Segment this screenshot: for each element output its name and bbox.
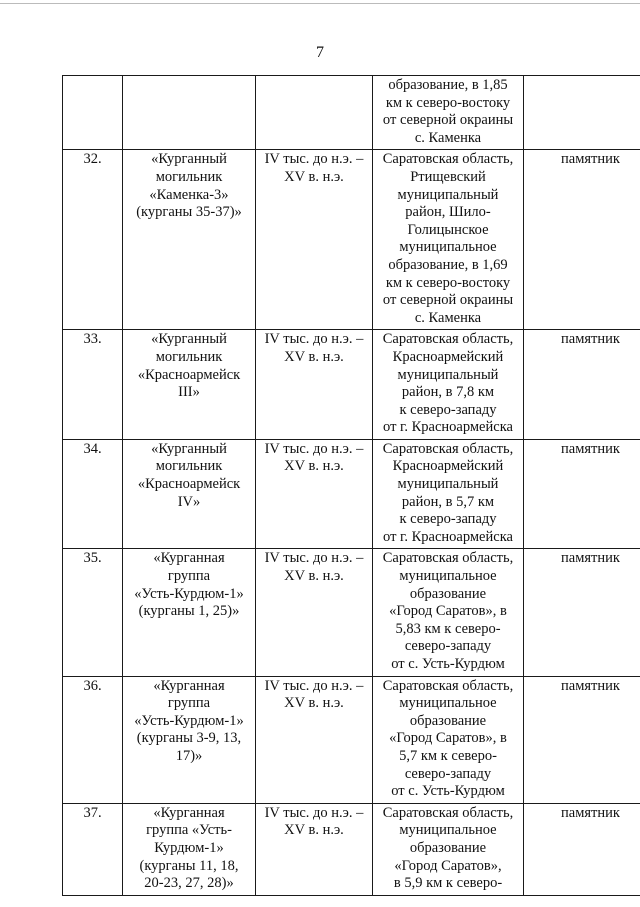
cell-number: 36. [63,676,123,803]
table-row [63,439,640,549]
cell-dating [256,76,373,150]
name-line: могильник [155,348,223,365]
name-line: (курганы 3-9, 13, [136,730,242,747]
location-line: образование [409,712,487,729]
location-line: 5,7 км к северо- [399,747,497,764]
name-line: «Курганный [151,440,227,457]
cell-dating [256,439,373,549]
name-line: (курганы 1, 25)» [138,603,240,620]
name-line: «Каменка-3» [149,186,229,203]
scan-top-edge [0,3,640,4]
name-line: «Красноармейск [137,476,241,493]
location-line: от с. Усть-Курдюм [391,656,505,672]
location-line: от г. Красноармейска [383,528,513,545]
location-line: образование [409,585,487,602]
location-line: км к северо-востоку [385,94,511,111]
cell-number: 35. [63,549,123,676]
dating-line: XV в. н.э. [284,348,344,365]
location-line: Саратовская область, [382,440,514,457]
location-line: к северо-западу [399,401,497,418]
dating-line: XV в. н.э. [284,458,344,475]
table-row [63,330,640,440]
location-line: от г. Красноармейска [383,419,513,436]
cell-number: 33. [63,330,123,440]
location-line: «Город Саратов», [394,857,502,874]
location-line: от северной окраины [382,292,514,309]
cell-dating [256,803,373,895]
cell-name [123,150,256,330]
name-line: «Красноармейск [137,366,241,383]
cell-dating [256,549,373,676]
location-line: район, в 7,8 км [401,384,495,401]
name-line: 17)» [175,747,203,764]
cell-category: памятник [524,330,640,440]
dating-line: IV тыс. до н.э. – [264,331,364,348]
location-line: муниципальное [399,822,497,839]
cell-location [373,676,524,803]
location-line: «Город Саратов», в [389,730,507,747]
name-line: IV» [177,493,201,510]
page-number: 7 [316,44,324,61]
cell-location [373,76,524,150]
name-line: группа [167,695,211,712]
location-line: образование, в 1,69 [388,256,508,273]
location-line: образование, в 1,85 [388,77,508,93]
cell-category: памятник [524,676,640,803]
cell-name [123,330,256,440]
location-line: северо-западу [404,638,492,655]
monuments-table [62,75,640,896]
name-line: (курганы 35-37)» [136,204,242,221]
name-line: могильник [155,458,223,475]
location-line: Саратовская область, [382,331,514,348]
name-line: (курганы 11, 18, [139,857,239,874]
location-line: с. Каменка [414,129,482,146]
name-line: группа «Усть- [146,822,232,839]
dating-line: IV тыс. до н.э. – [264,151,364,168]
location-line: Саратовская область, [382,677,514,694]
cell-category: памятник [524,439,640,549]
location-line: в 5,9 км к северо- [393,875,503,892]
cell-name [123,76,256,150]
location-line: Красноармейский [392,458,504,475]
dating-line: IV тыс. до н.э. – [264,677,364,694]
location-line: муниципальный [397,476,499,493]
location-line: район, в 5,7 км [401,493,495,510]
cell-location [373,439,524,549]
location-line: Голицынское [407,221,489,238]
location-line: муниципальный [397,186,499,203]
location-line: Саратовская область, [382,804,514,821]
name-line: «Курганный [151,151,227,168]
cell-category: памятник [524,549,640,676]
table-row-continuation [63,76,640,150]
location-line: образование [409,839,487,856]
table-row [63,676,640,803]
location-line: северо-западу [404,765,492,782]
location-line: Ртищевский [410,168,486,185]
name-line: могильник [155,168,223,185]
name-line: «Курганная [153,677,225,694]
cell-dating [256,330,373,440]
cell-dating [256,676,373,803]
name-line: «Курганная [153,804,225,821]
cell-name [123,676,256,803]
location-line: «Город Саратов», в [389,603,507,620]
name-line: III» [178,384,200,401]
location-line: район, Шило- [405,204,491,221]
name-line: «Усть-Курдюм-1» [134,712,244,729]
name-line: «Курганный [151,331,227,348]
cell-category: памятник [524,150,640,330]
name-line: группа [167,568,211,585]
dating-line: XV в. н.э. [284,822,344,839]
table-row [63,549,640,676]
location-line: муниципальный [397,366,499,383]
location-line: муниципальное [399,695,497,712]
dating-line: XV в. н.э. [284,168,344,185]
table-row [63,150,640,330]
table-row [63,803,640,895]
cell-location [373,803,524,895]
cell-number: 34. [63,439,123,549]
location-line: 5,83 км к северо- [395,620,501,637]
location-line: от с. Усть-Курдюм [391,783,505,800]
cell-location [373,549,524,676]
cell-location [373,150,524,330]
cell-number: 37. [63,803,123,895]
location-line: км к северо-востоку [385,274,511,291]
location-line: от северной окраины [382,112,514,129]
location-line: Красноармейский [392,348,504,365]
name-line: «Курганная [153,550,225,567]
dating-line: XV в. н.э. [284,568,344,585]
location-line: Саратовская область, [382,151,514,168]
cell-dating [256,150,373,330]
cell-category: памятник [524,803,640,895]
dating-line: IV тыс. до н.э. – [264,804,364,821]
location-line: Саратовская область, [382,550,514,567]
location-line: муниципальное [399,239,497,256]
name-line: 20-23, 27, 28)» [144,875,234,892]
dating-line: IV тыс. до н.э. – [264,440,364,457]
cell-name [123,549,256,676]
location-line: с. Каменка [414,309,482,326]
cell-name [123,803,256,895]
dating-line: IV тыс. до н.э. – [264,550,364,567]
cell-location [373,330,524,440]
name-line: «Усть-Курдюм-1» [134,585,244,602]
name-line: Курдюм-1» [154,839,224,856]
location-line: муниципальное [399,568,497,585]
cell-category [524,76,640,150]
cell-name [123,439,256,549]
cell-number [63,76,123,150]
cell-number: 32. [63,150,123,330]
dating-line: XV в. н.э. [284,695,344,712]
location-line: к северо-западу [399,511,497,528]
